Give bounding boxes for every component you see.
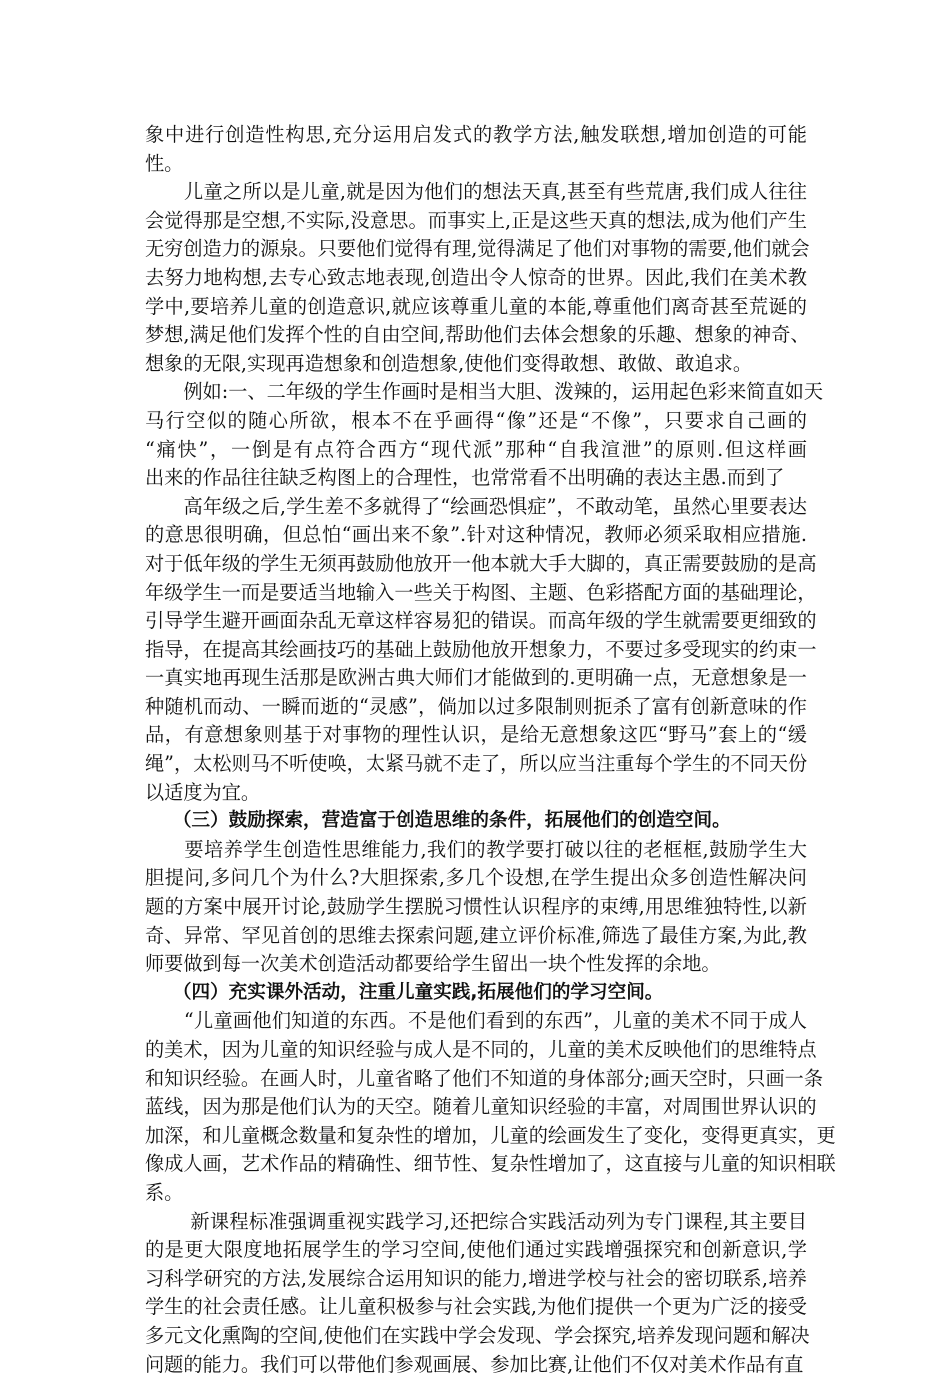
text-line: 的美术，因为儿童的知识经验与成人是不同的，儿童的美术反映他们的思维特点	[145, 1038, 817, 1061]
body-paragraph	[145, 378, 824, 492]
text-line: 年级学生一而是要适当地输入一些关于构图、主题、色彩搭配方面的基础理论，	[145, 580, 817, 604]
text-line: 品，有意想象则基于对事物的理性认识，是给无意想象这匹“野马”套上的“缓	[145, 723, 807, 747]
body-paragraph	[145, 121, 807, 178]
text-line: 指导，在提高其绘画技巧的基础上鼓励他放开想象力，不要过多受现实的约束一	[145, 637, 817, 661]
text-line: 去努力地构想,去专心致志地表现,创造出令人惊奇的世界。因此,我们在美术教	[145, 265, 807, 289]
heading-line: （三）鼓励探索，营造富于创造思维的条件，拓展他们的创造空间。	[145, 810, 731, 832]
body-paragraph	[145, 1007, 836, 1207]
text-line: 学生的社会责任感。让儿童积极参与社会实践,为他们提供一个更为广泛的接受	[145, 1295, 807, 1319]
section-heading	[145, 807, 807, 836]
text-line: 问题的能力。我们可以带他们参观画展、参加比赛,让他们不仅对美术作品有直	[145, 1352, 804, 1376]
text-line: 马行空似的随心所欲，根本不在乎画得“像”还是“不像”，只要求自己画的	[145, 408, 807, 432]
text-line: 要培养学生创造性思维能力,我们的教学要打破以往的老框框,鼓励学生大	[145, 837, 807, 861]
text-line: “儿童画他们知道的东西。不是他们看到的东西”，儿童的美术不同于成人	[145, 1009, 807, 1033]
text-line: 高年级之后,学生差不多就得了“绘画恐惧症”，不敢动笔，虽然心里要表达	[145, 494, 807, 518]
text-line: 梦想,满足他们发挥个性的自由空间,帮助他们去体会想象的乐趣、想象的神奇、	[145, 323, 810, 347]
heading-line: （四）充实课外活动，注重儿童实践,拓展他们的学习空间。	[145, 981, 664, 1003]
text-line: 对于低年级的学生无须再鼓励他放开一他本就大手大脚的，真正需要鼓励的是高	[145, 551, 817, 575]
text-line: 师要做到每一次美术创造活动都要给学生留出一块个性发挥的余地。	[145, 952, 721, 976]
body-paragraph	[145, 1208, 810, 1379]
text-line: 的意思很明确，但总怕“画出来不象”.针对这种情况，教师必须采取相应措施.	[145, 523, 807, 547]
text-line: 想象的无限,实现再造想象和创造想象,使他们变得敢想、敢做、敢追求。	[145, 351, 753, 375]
text-line: 加深，和儿童概念数量和复杂性的增加，儿童的绘画发生了变化，变得更真实，更	[145, 1123, 836, 1147]
text-line: 会觉得那是空想,不实际,没意思。而事实上,正是这些天真的想法,成为他们产生	[145, 208, 807, 232]
text-line: 性。	[145, 151, 184, 175]
text-line: 引导学生避开画面杂乱无章这样容易犯的错误。而高年级的学生就需要更细致的	[145, 609, 817, 633]
text-line: 多元文化熏陶的空间,使他们在实践中学会发现、学会探究,培养发现问题和解决	[145, 1323, 810, 1347]
text-line: 以适度为宜。	[145, 780, 261, 804]
text-line: 和知识经验。在画人时，儿童省略了他们不知道的身体部分;画天空时，只画一条	[145, 1066, 824, 1090]
text-line: “痛快”，一倒是有点符合西方“现代派”那种“自我渲泄”的原则.但这样画	[145, 437, 807, 461]
text-line: 象中进行创造性构思,充分运用启发式的教学方法,触发联想,增加创造的可能	[145, 123, 807, 146]
text-line: 奇、异常、罕见首创的思维去探索问题,建立评价标准,筛选了最佳方案,为此,教	[145, 923, 807, 947]
text-line: 蓝线，因为那是他们认为的天空。随着儿童知识经验的丰富，对周围世界认识的	[145, 1095, 817, 1119]
text-line: 无穷创造力的源泉。只要他们觉得有理,觉得满足了他们对事物的需要,他们就会	[145, 237, 810, 261]
text-line: 新课程标准强调重视实践学习,还把综合实践活动列为专门课程,其主要目	[145, 1209, 807, 1233]
text-line: 习科学研究的方法,发展综合运用知识的能力,增进学校与社会的密切联系,培养	[145, 1266, 807, 1290]
text-line: 出来的作品往往缺乏构图上的合理性，也常常看不出明确的表达主愚.而到了	[145, 466, 785, 490]
text-line: 学中,要培养儿童的创造意识,就应该尊重儿童的本能,尊重他们离奇甚至荒诞的	[145, 294, 807, 318]
document-page	[145, 121, 836, 1379]
text-line: 像成人画，艺术作品的精确性、细节性、复杂性增加了，这直接与儿童的知识相联	[145, 1152, 836, 1176]
text-line: 种随机而动、一瞬而逝的“灵感”，倘加以过多限制则扼杀了富有创新意味的作	[145, 694, 807, 718]
text-line: 儿童之所以是儿童,就是因为他们的想法天真,甚至有些荒唐,我们成人往往	[145, 180, 807, 204]
text-line: 的是更大限度地拓展学生的学习空间,使他们通过实践增强探究和创新意识,学	[145, 1238, 807, 1262]
section-heading	[145, 979, 807, 1008]
body-paragraph	[145, 178, 810, 378]
text-line: 系。	[145, 1180, 184, 1204]
text-line: 胆提问,多问几个为什么?大胆探索,多几个设想,在学生提出众多创造性解决问	[145, 866, 807, 890]
body-paragraph	[145, 493, 817, 808]
body-paragraph	[145, 836, 807, 979]
text-line: 绳”，太松则马不听使唤，太紧马就不走了，所以应当注重每个学生的不同天份	[145, 752, 808, 776]
text-line: 题的方案中展开讨论,鼓励学生摆脱习惯性认识程序的束缚,用思维独特性,以新	[145, 895, 807, 919]
text-line: 例如:一、二年级的学生作画时是相当大胆、泼辣的，运用起色彩来简直如天	[145, 380, 824, 404]
text-line: 一真实地再现生活那是欧洲古典大师们才能做到的.更明确一点，无意想象是一	[145, 666, 807, 690]
document-body	[145, 121, 836, 1379]
